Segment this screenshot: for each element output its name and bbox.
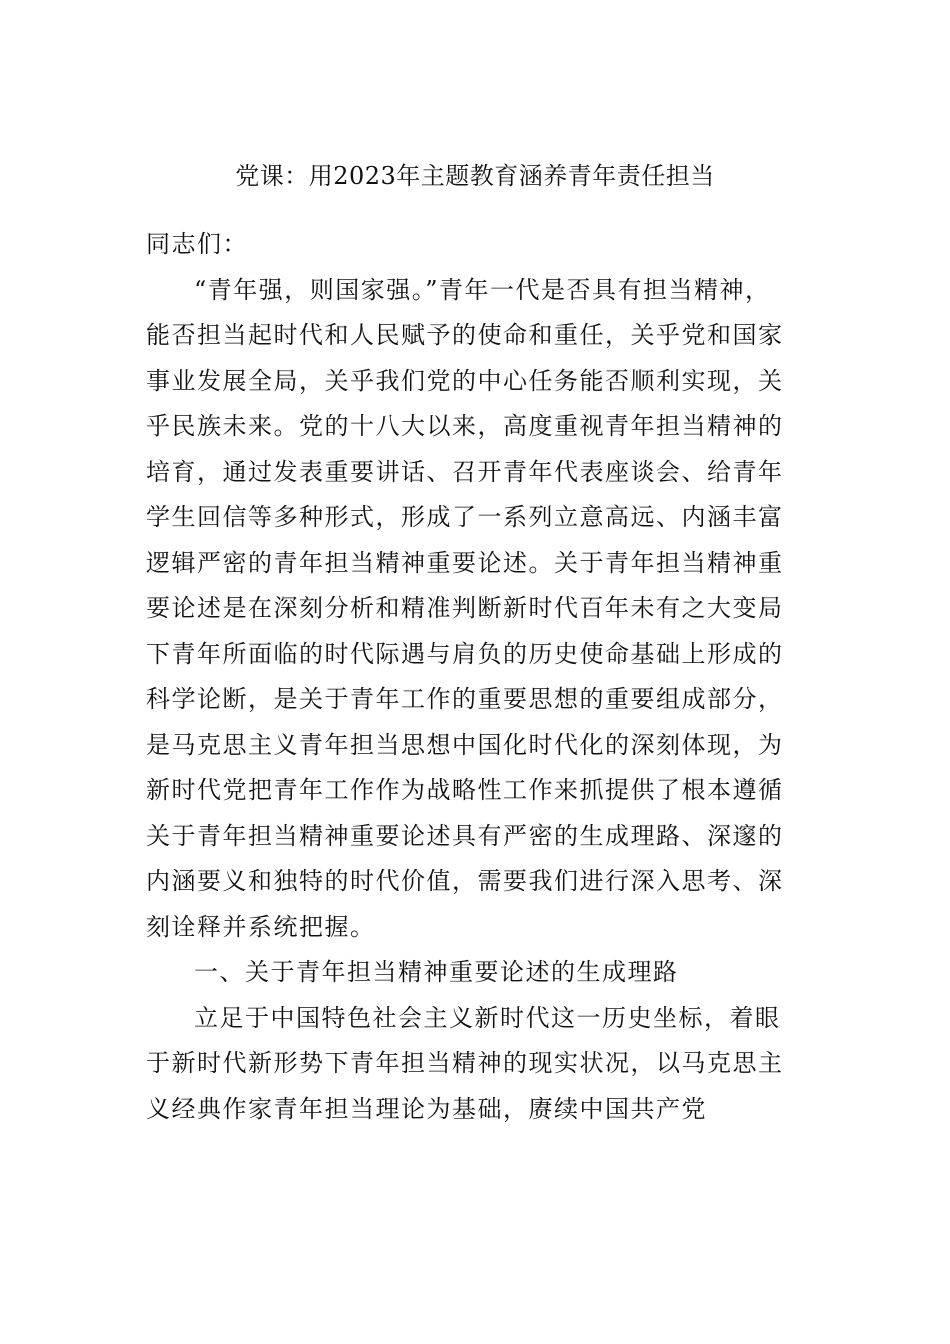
text-line: 新时代党把青年工作作为战略性工作来抓提供了根本遵循 <box>146 776 784 804</box>
paragraph-intro <box>146 268 828 951</box>
text-line: 事业发展全局，关乎我们党的中心任务能否顺利实现，关 <box>146 366 784 395</box>
text-line: 义经典作家青年担当理论为基础，赓续中国共产党 <box>146 1094 707 1123</box>
text-line: 要论述是在深刻分析和精准判断新时代百年未有之大变局 <box>146 594 784 622</box>
text-line: 于新时代新形势下青年担当精神的现实状况，以马克思主 <box>146 1049 784 1077</box>
text-line: 关于青年担当精神重要论述具有严密的生成理路、深邃的 <box>146 821 784 850</box>
text-line: 立足于中国特色社会主义新时代这一历史坐标，着眼 <box>194 1003 781 1032</box>
salutation: 同志们： <box>146 230 248 258</box>
paragraph-section1 <box>146 996 828 1133</box>
text-line: 培育，通过发表重要讲话、召开青年代表座谈会、给青年 <box>146 457 784 486</box>
text-line: 内涵要义和独特的时代价值，需要我们进行深入思考、深 <box>146 867 784 895</box>
text-line: 刻诠释并系统把握。 <box>146 912 376 941</box>
document-body <box>146 222 828 1132</box>
text-line: “青年强，则国家强。”青年一代是否具有担当精神， <box>194 275 771 304</box>
text-line: 下青年所面临的时代际遇与肩负的历史使命基础上形成的 <box>146 639 784 668</box>
text-line: 乎民族未来。党的十八大以来，高度重视青年担当精神的 <box>146 412 784 440</box>
section-heading: 一、关于青年担当精神重要论述的生成理路 <box>194 958 679 986</box>
text-line: 学生回信等多种形式，形成了一系列立意高远、内涵丰富 <box>146 503 784 531</box>
text-line: 能否担当起时代和人民赋予的使命和重任，关乎党和国家 <box>146 321 784 349</box>
document-title: 党课：用2023年主题教育涵养青年责任担当 <box>235 162 715 190</box>
text-line: 逻辑严密的青年担当精神重要论述。关于青年担当精神重 <box>146 548 784 577</box>
text-line: 是马克思主义青年担当思想中国化时代化的深刻体现，为 <box>146 730 784 759</box>
text-line: 科学论断，是关于青年工作的重要思想的重要组成部分， <box>146 685 784 713</box>
